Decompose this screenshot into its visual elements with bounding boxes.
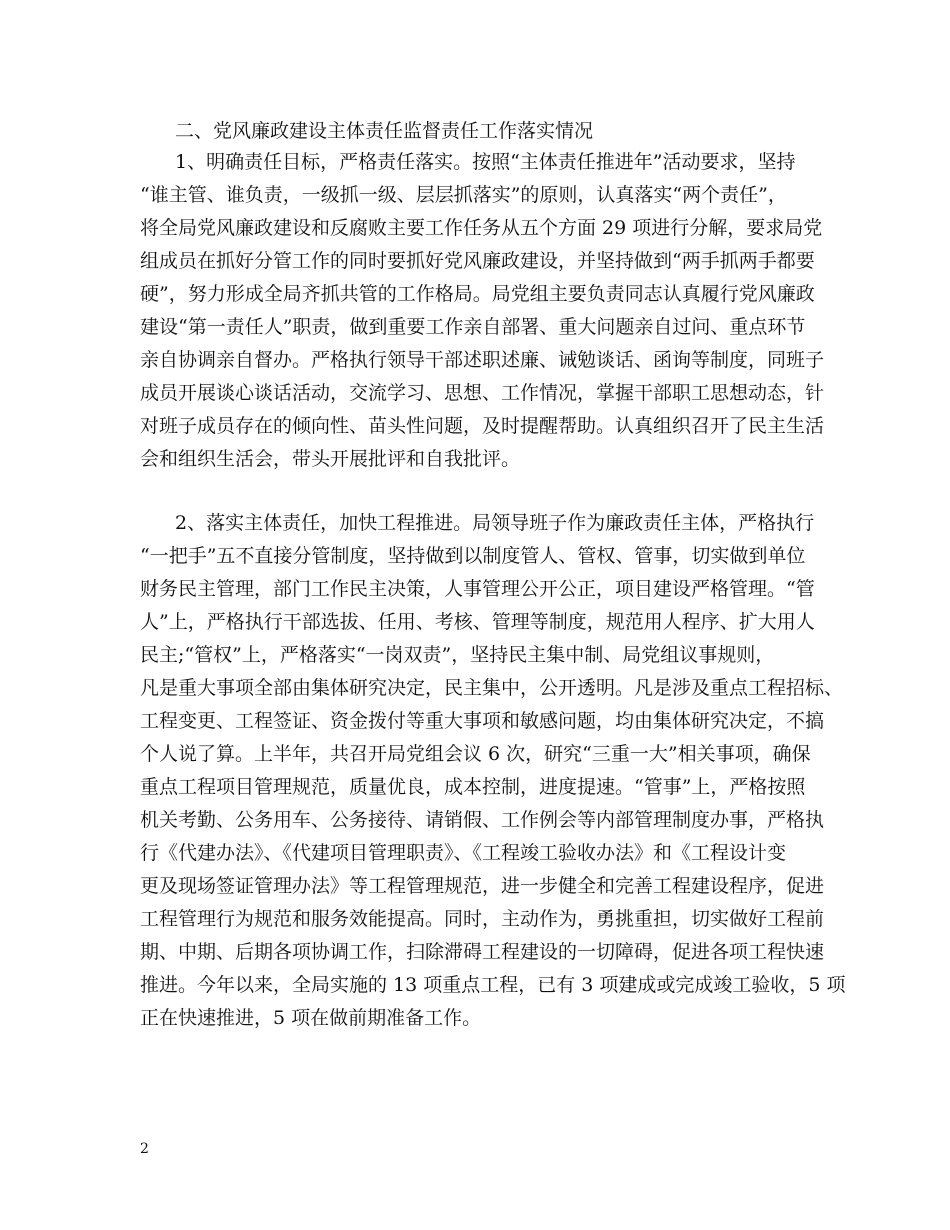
paragraph-line: 机关考勤、公务用车、公务接待、请销假、工作例会等内部管理制度办事，严格执 [140,809,825,831]
paragraph-line: 硬”，努力形成全局齐抓共管的工作格局。局党组主要负责同志认真履行党风廉政 [140,283,815,305]
paragraph-line: 1、明确责任目标，严格责任落实。按照“主体责任推进年”活动要求，坚持 [175,151,796,173]
paragraph-line: 将全局党风廉政建设和反腐败主要工作任务从五个方面 29 项进行分解，要求局党 [140,217,823,239]
paragraph-line: 凡是重大事项全部由集体研究决定，民主集中，公开透明。凡是涉及重点工程招标、 [140,677,844,699]
section-heading: 二、党风廉政建设主体责任监督责任工作落实情况 [175,120,594,142]
paragraph-line: 人”上，严格执行干部选拔、任用、考核、管理等制度，规范用人程序、扩大用人 [140,611,815,633]
paragraph-line: 会和组织生活会，带头开展批评和自我批评。 [140,448,521,470]
paragraph-line: “一把手”五不直接分管制度，坚持做到以制度管人、管权、管事，切实做到单位 [140,545,806,567]
paragraph-line: 正在快速推进，5 项在做前期准备工作。 [140,1007,482,1029]
paragraph-line: 工程变更、工程签证、资金拨付等重大事项和敏感问题，均由集体研究决定，不搞 [140,710,825,732]
paragraph-line: 工程管理行为规范和服务效能提高。同时，主动作为，勇挑重担，切实做好工程前 [140,908,825,930]
paragraph-line: 组成员在抓好分管工作的同时要抓好党风廉政建设，并坚持做到“两手抓两手都要 [140,250,815,272]
paragraph-line: 建设“第一责任人”职责，做到重要工作亲自部署、重大问题亲自过问、重点环节 [140,316,806,338]
paragraph-line: 行《代建办法》、《代建项目管理职责》、《工程竣工验收办法》和《工程设计变 [140,842,787,864]
paragraph-line: 对班子成员存在的倾向性、苗头性问题，及时提醒帮助。认真组织召开了民主生活 [140,415,825,437]
paragraph-line: 成员开展谈心谈话活动，交流学习、思想、工作情况，掌握干部职工思想动态，针 [140,382,825,404]
paragraph-line: 2、落实主体责任，加快工程推进。局领导班子作为廉政责任主体，严格执行 [175,512,815,534]
paragraph-line: 推进。今年以来，全局实施的 13 项重点工程，已有 3 项建成或完成竣工验收，5 项 [140,974,846,996]
paragraph-line: 民主;“管权”上，严格落实“一岗双责”，坚持民主集中制、局党组议事规则， [140,644,775,666]
paragraph-line: “谁主管、谁负责，一级抓一级、层层抓落实”的原则，认真落实“两个责任”， [140,184,787,206]
page-number: 2 [140,1141,149,1157]
paragraph-line: 更及现场签证管理办法》等工程管理规范，进一步健全和完善工程建设程序，促进 [140,875,825,897]
paragraph-line: 亲自协调亲自督办。严格执行领导干部述职述廉、诫勉谈话、函询等制度，同班子 [140,349,825,371]
paragraph-line: 重点工程项目管理规范，质量优良，成本控制，进度提速。“管事”上，严格按照 [140,776,806,798]
paragraph-line: 期、中期、后期各项协调工作，扫除滞碍工程建设的一切障碍，促进各项工程快速 [140,941,825,963]
paragraph-line: 个人说了算。上半年，共召开局党组会议 6 次，研究“三重一大”相关事项，确保 [140,743,811,765]
paragraph-line: 财务民主管理，部门工作民主决策，人事管理公开公正，项目建设严格管理。“管 [140,578,815,600]
